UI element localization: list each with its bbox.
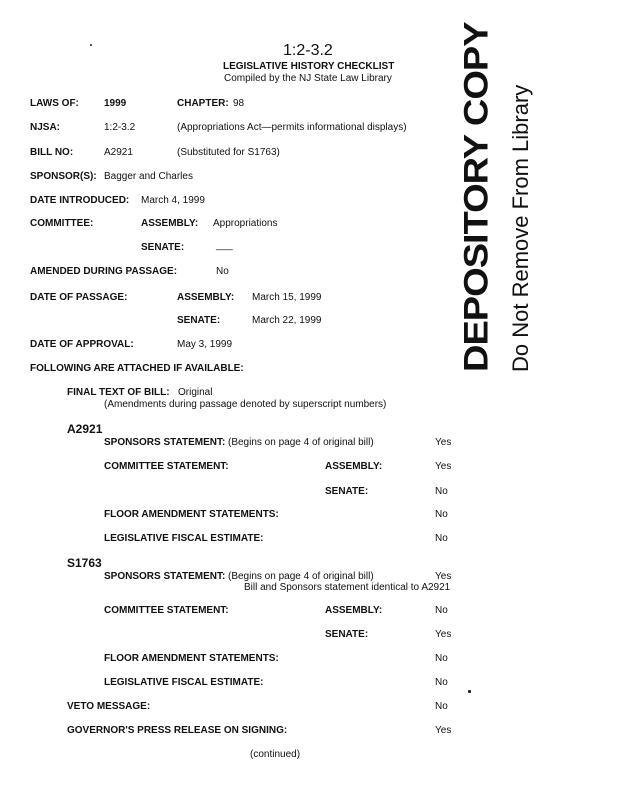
passage-assembly-label: ASSEMBLY: <box>177 292 235 303</box>
committee-label: COMMITTEE: <box>30 218 94 229</box>
sponsors-label: SPONSOR(S): <box>30 171 97 182</box>
date-introduced-value: March 4, 1999 <box>141 195 205 206</box>
s1763-sponsors-statement-label: SPONSORS STATEMENT: <box>104 571 226 582</box>
scan-speck <box>468 690 471 693</box>
s1763-sponsors-statement-note: (Begins on page 4 of original bill) <box>228 571 374 582</box>
do-not-remove-stamp: Do Not Remove From Library <box>508 84 533 372</box>
date-of-approval-value: May 3, 1999 <box>177 339 233 350</box>
njsa-label: NJSA: <box>30 122 61 133</box>
a2921-assembly-label: ASSEMBLY: <box>325 461 383 472</box>
s1763-assembly-value: No <box>435 605 448 616</box>
bill-no-note: (Substituted for S1763) <box>177 147 280 158</box>
a2921-fiscal-value: No <box>435 533 448 544</box>
bill-no-label: BILL NO: <box>30 147 74 158</box>
laws-of-label: LAWS OF: <box>30 98 79 109</box>
committee-assembly-value: Appropriations <box>213 218 278 229</box>
press-release-value: Yes <box>435 725 452 736</box>
passage-senate-label: SENATE: <box>177 315 221 326</box>
a2921-floor-value: No <box>435 509 448 520</box>
s1763-senate-label: SENATE: <box>325 629 369 640</box>
s1763-senate-value: Yes <box>435 629 452 640</box>
committee-senate-value: ___ <box>216 240 233 251</box>
final-text-value: Original <box>178 387 213 398</box>
document-code: 1:2-3.2 <box>283 42 333 59</box>
bill-no-value: A2921 <box>104 147 133 158</box>
passage-assembly-value: March 15, 1999 <box>252 292 322 303</box>
final-text-label: FINAL TEXT OF BILL: <box>67 387 170 398</box>
a2921-committee-statement-label: COMMITTEE STATEMENT: <box>104 461 229 472</box>
chapter-value: 98 <box>233 98 245 109</box>
a2921-floor-label: FLOOR AMENDMENT STATEMENTS: <box>104 509 279 520</box>
a2921-assembly-value: Yes <box>435 461 452 472</box>
s1763-floor-label: FLOOR AMENDMENT STATEMENTS: <box>104 653 279 664</box>
veto-message-value: No <box>435 701 448 712</box>
amended-label: AMENDED DURING PASSAGE: <box>30 266 178 277</box>
attached-heading: FOLLOWING ARE ATTACHED IF AVAILABLE: <box>30 363 244 374</box>
document-title: LEGISLATIVE HISTORY CHECKLIST <box>223 61 395 72</box>
depository-copy-stamp: DEPOSITORY COPY <box>458 22 496 372</box>
committee-senate-label: SENATE: <box>141 242 185 253</box>
a2921-senate-value: No <box>435 486 448 497</box>
a2921-senate-label: SENATE: <box>325 486 369 497</box>
a2921-fiscal-label: LEGISLATIVE FISCAL ESTIMATE: <box>104 533 264 544</box>
committee-assembly-label: ASSEMBLY: <box>141 218 199 229</box>
compiled-by: Compiled by the NJ State Law Library <box>224 73 392 84</box>
amended-value: No <box>216 266 229 277</box>
passage-senate-value: March 22, 1999 <box>252 315 322 326</box>
veto-message-label: VETO MESSAGE: <box>67 701 151 712</box>
continued-note: (continued) <box>250 749 301 760</box>
s1763-floor-value: No <box>435 653 448 664</box>
s1763-sponsors-statement-value: Yes <box>435 571 452 582</box>
chapter-label: CHAPTER: <box>177 98 229 109</box>
s1763-sponsors-statement-note2: Bill and Sponsors statement identical to A2921 <box>244 582 451 593</box>
njsa-value: 1:2-3.2 <box>104 122 136 133</box>
press-release-label: GOVERNOR'S PRESS RELEASE ON SIGNING: <box>67 725 288 736</box>
a2921-sponsors-statement-label: SPONSORS STATEMENT: <box>104 437 226 448</box>
s1763-fiscal-label: LEGISLATIVE FISCAL ESTIMATE: <box>104 677 264 688</box>
njsa-note: (Appropriations Act—permits informational displays) <box>177 122 407 133</box>
a2921-sponsors-statement-note: (Begins on page 4 of original bill) <box>228 437 374 448</box>
laws-of-value: 1999 <box>104 98 127 109</box>
date-introduced-label: DATE INTRODUCED: <box>30 195 130 206</box>
date-of-passage-label: DATE OF PASSAGE: <box>30 292 128 303</box>
section-a2921: A2921 <box>67 422 103 436</box>
s1763-committee-statement-label: COMMITTEE STATEMENT: <box>104 605 229 616</box>
scan-speck <box>90 44 92 46</box>
final-text-note: (Amendments during passage denoted by superscript numbers) <box>104 399 387 410</box>
sponsors-value: Bagger and Charles <box>104 171 193 182</box>
section-s1763: S1763 <box>67 556 102 570</box>
s1763-assembly-label: ASSEMBLY: <box>325 605 383 616</box>
a2921-sponsors-statement-value: Yes <box>435 437 452 448</box>
s1763-fiscal-value: No <box>435 677 448 688</box>
date-of-approval-label: DATE OF APPROVAL: <box>30 339 134 350</box>
